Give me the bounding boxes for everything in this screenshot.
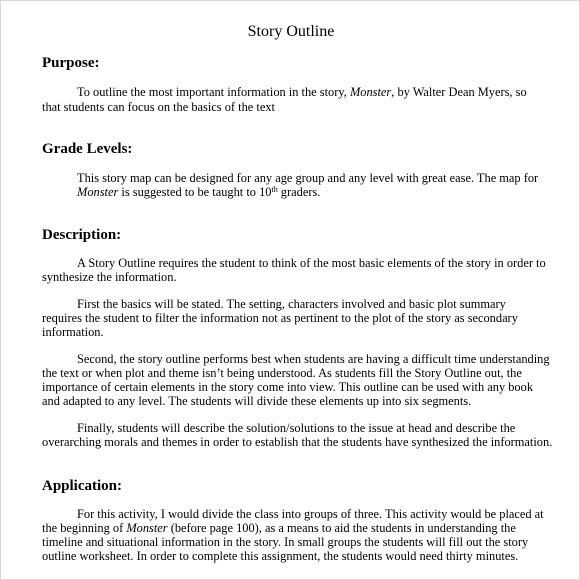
description-p2-line: information. [42, 325, 104, 339]
application-heading: Application: [42, 478, 123, 494]
description-p3-line: Second, the story outline performs best when students are having a difficult time understanding [77, 352, 550, 366]
description-p4-line: Finally, students will describe the solution/solutions to the issue at head and describe the [77, 421, 516, 435]
application-line-3: timeline and situational information in the story. In small groups the students will fill out the story [42, 535, 529, 549]
grade-levels-line-1: This story map can be designed for any age group and any level with great ease. The map for [77, 171, 539, 185]
purpose-line-1: To outline the most important information in the story, Monster, by Walter Dean Myers, so [77, 85, 527, 99]
purpose-heading: Purpose: [42, 55, 100, 71]
book-title-italic: Monster [349, 85, 392, 99]
grade-levels-line-2: Monster is suggested to be taught to 10th graders. [77, 185, 321, 199]
application-line-2: the beginning of Monster (before page 100), as a means to aid the students in understanding the [42, 521, 516, 535]
description-p3-line: importance of certain elements in the story come into view. This outline can be used with any book [42, 380, 534, 394]
description-p3-line: and adapted to any level. The students will divide these elements up into six segments. [42, 394, 472, 408]
book-title-italic: Monster [77, 185, 119, 199]
application-line-4: outline worksheet. In order to complete this assignment, the students would need thirty minutes. [42, 549, 519, 563]
description-p3-line: the text or when plot and theme isn’t being understood. As students fill the Story Outline out, the [42, 366, 522, 380]
application-line-1: For this activity, I would divide the class into groups of three. This activity would be placed at [77, 507, 544, 521]
grade-levels-heading: Grade Levels: [42, 141, 133, 157]
purpose-line-2: that students can focus on the basics of the text [42, 100, 275, 114]
book-title-italic: Monster [126, 521, 168, 535]
description-p1-line: synthesize the information. [42, 270, 177, 284]
description-p1-line: A Story Outline requires the student to think of the most basic elements of the story in order to [77, 256, 546, 270]
description-p2-line: First the basics will be stated. The setting, characters involved and basic plot summary [77, 297, 506, 311]
page-title: Story Outline [247, 23, 335, 40]
description-p2-line: requires the student to filter the information not as pertinent to the plot of the story as secondary [42, 311, 518, 325]
description-heading: Description: [42, 227, 122, 243]
description-p4-line: overarching morals and themes in order to establish that the students have synthesized the information. [42, 435, 553, 449]
